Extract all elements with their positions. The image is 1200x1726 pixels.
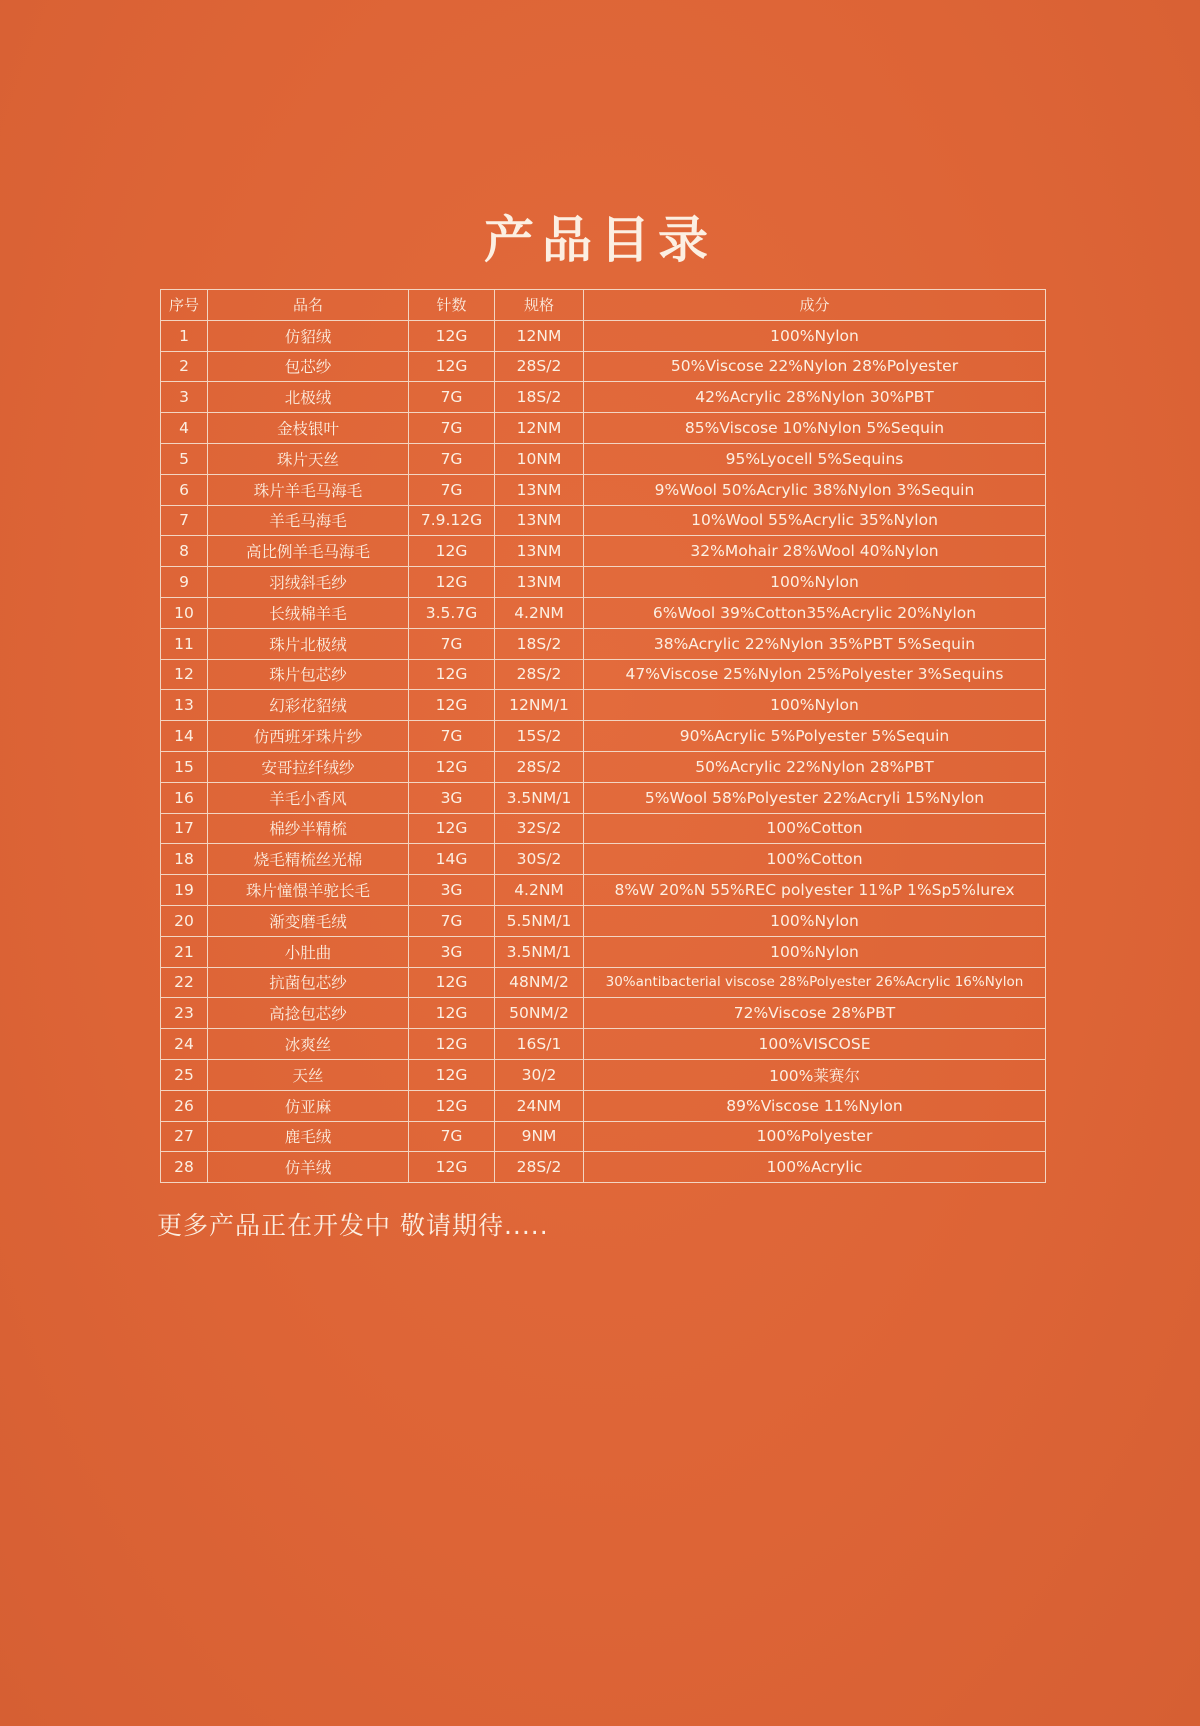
product-name-cell: 珠片北极绒 — [208, 628, 409, 659]
specification-cell: 30S/2 — [495, 844, 584, 875]
serial-no-cell: 21 — [161, 936, 208, 967]
gauge-cell: 12G — [409, 967, 495, 998]
gauge-cell: 12G — [409, 1029, 495, 1060]
gauge-cell: 3.5.7G — [409, 597, 495, 628]
composition-cell: 50%Viscose 22%Nylon 28%Polyester — [584, 351, 1046, 382]
gauge-cell: 12G — [409, 1059, 495, 1090]
product-name-cell: 珠片羊毛马海毛 — [208, 474, 409, 505]
table-row — [161, 505, 1046, 536]
gauge-cell: 3G — [409, 875, 495, 906]
table-row — [161, 1121, 1046, 1152]
table-row — [161, 536, 1046, 567]
specification-cell: 28S/2 — [495, 659, 584, 690]
serial-no-cell: 26 — [161, 1090, 208, 1121]
gauge-cell: 3G — [409, 782, 495, 813]
serial-no-cell: 10 — [161, 597, 208, 628]
gauge-cell: 14G — [409, 844, 495, 875]
gauge-cell: 12G — [409, 659, 495, 690]
product-name-cell: 北极绒 — [208, 382, 409, 413]
serial-no-cell: 23 — [161, 998, 208, 1029]
serial-no-cell: 4 — [161, 413, 208, 444]
serial-no-cell: 24 — [161, 1029, 208, 1060]
composition-cell: 32%Mohair 28%Wool 40%Nylon — [584, 536, 1046, 567]
product-name-cell: 抗菌包芯纱 — [208, 967, 409, 998]
composition-cell: 95%Lyocell 5%Sequins — [584, 443, 1046, 474]
table-body — [161, 320, 1046, 1182]
serial-no-cell: 2 — [161, 351, 208, 382]
composition-cell: 100%Nylon — [584, 936, 1046, 967]
product-name-cell: 安哥拉纤绒纱 — [208, 751, 409, 782]
table-row — [161, 1090, 1046, 1121]
composition-cell: 100%莱赛尔 — [584, 1059, 1046, 1090]
serial-no-cell: 8 — [161, 536, 208, 567]
serial-no-cell: 15 — [161, 751, 208, 782]
specification-cell: 9NM — [495, 1121, 584, 1152]
serial-no-cell: 13 — [161, 690, 208, 721]
table-row — [161, 628, 1046, 659]
serial-no-cell: 25 — [161, 1059, 208, 1090]
composition-cell: 100%Cotton — [584, 844, 1046, 875]
table-row — [161, 1059, 1046, 1090]
table-row — [161, 905, 1046, 936]
composition-cell: 100%Nylon — [584, 320, 1046, 351]
header-serial-no: 序号 — [161, 290, 208, 321]
gauge-cell: 7G — [409, 721, 495, 752]
product-name-cell: 高比例羊毛马海毛 — [208, 536, 409, 567]
table-row — [161, 690, 1046, 721]
product-name-cell: 仿亚麻 — [208, 1090, 409, 1121]
specification-cell: 3.5NM/1 — [495, 782, 584, 813]
product-name-cell: 羽绒斜毛纱 — [208, 567, 409, 598]
gauge-cell: 7G — [409, 628, 495, 659]
serial-no-cell: 7 — [161, 505, 208, 536]
composition-cell: 100%Nylon — [584, 690, 1046, 721]
table-row — [161, 474, 1046, 505]
specification-cell: 30/2 — [495, 1059, 584, 1090]
specification-cell: 28S/2 — [495, 751, 584, 782]
gauge-cell: 12G — [409, 813, 495, 844]
specification-cell: 5.5NM/1 — [495, 905, 584, 936]
composition-cell: 10%Wool 55%Acrylic 35%Nylon — [584, 505, 1046, 536]
table-row — [161, 1152, 1046, 1183]
gauge-cell: 7G — [409, 382, 495, 413]
table-row — [161, 443, 1046, 474]
gauge-cell: 3G — [409, 936, 495, 967]
composition-cell: 90%Acrylic 5%Polyester 5%Sequin — [584, 721, 1046, 752]
serial-no-cell: 6 — [161, 474, 208, 505]
table-row — [161, 875, 1046, 906]
table-row — [161, 936, 1046, 967]
specification-cell: 3.5NM/1 — [495, 936, 584, 967]
specification-cell: 13NM — [495, 474, 584, 505]
serial-no-cell: 11 — [161, 628, 208, 659]
product-name-cell: 羊毛马海毛 — [208, 505, 409, 536]
specification-cell: 12NM — [495, 320, 584, 351]
composition-cell: 72%Viscose 28%PBT — [584, 998, 1046, 1029]
product-name-cell: 羊毛小香风 — [208, 782, 409, 813]
specification-cell: 12NM/1 — [495, 690, 584, 721]
product-name-cell: 仿西班牙珠片纱 — [208, 721, 409, 752]
composition-cell: 89%Viscose 11%Nylon — [584, 1090, 1046, 1121]
specification-cell: 10NM — [495, 443, 584, 474]
composition-cell: 100%Cotton — [584, 813, 1046, 844]
gauge-cell: 7G — [409, 474, 495, 505]
header-product-name: 品名 — [208, 290, 409, 321]
product-name-cell: 渐变磨毛绒 — [208, 905, 409, 936]
product-name-cell: 棉纱半精梳 — [208, 813, 409, 844]
product-name-cell: 鹿毛绒 — [208, 1121, 409, 1152]
composition-cell: 47%Viscose 25%Nylon 25%Polyester 3%Sequins — [584, 659, 1046, 690]
specification-cell: 50NM/2 — [495, 998, 584, 1029]
composition-cell: 9%Wool 50%Acrylic 38%Nylon 3%Sequin — [584, 474, 1046, 505]
specification-cell: 13NM — [495, 536, 584, 567]
product-name-cell: 长绒棉羊毛 — [208, 597, 409, 628]
specification-cell: 4.2NM — [495, 875, 584, 906]
table-row — [161, 351, 1046, 382]
serial-no-cell: 1 — [161, 320, 208, 351]
composition-cell: 100%Nylon — [584, 567, 1046, 598]
header-gauge: 针数 — [409, 290, 495, 321]
specification-cell: 24NM — [495, 1090, 584, 1121]
gauge-cell: 7G — [409, 443, 495, 474]
table-row — [161, 751, 1046, 782]
gauge-cell: 12G — [409, 567, 495, 598]
gauge-cell: 12G — [409, 1152, 495, 1183]
composition-cell: 100%Polyester — [584, 1121, 1046, 1152]
specification-cell: 18S/2 — [495, 382, 584, 413]
product-name-cell: 包芯纱 — [208, 351, 409, 382]
composition-cell: 100%VISCOSE — [584, 1029, 1046, 1060]
composition-cell: 6%Wool 39%Cotton35%Acrylic 20%Nylon — [584, 597, 1046, 628]
serial-no-cell: 17 — [161, 813, 208, 844]
serial-no-cell: 16 — [161, 782, 208, 813]
table-row — [161, 782, 1046, 813]
composition-cell: 38%Acrylic 22%Nylon 35%PBT 5%Sequin — [584, 628, 1046, 659]
product-name-cell: 烧毛精梳丝光棉 — [208, 844, 409, 875]
gauge-cell: 12G — [409, 536, 495, 567]
table-row — [161, 413, 1046, 444]
specification-cell: 4.2NM — [495, 597, 584, 628]
serial-no-cell: 18 — [161, 844, 208, 875]
serial-no-cell: 22 — [161, 967, 208, 998]
gauge-cell: 7.9.12G — [409, 505, 495, 536]
serial-no-cell: 5 — [161, 443, 208, 474]
composition-cell: 42%Acrylic 28%Nylon 30%PBT — [584, 382, 1046, 413]
gauge-cell: 12G — [409, 320, 495, 351]
gauge-cell: 12G — [409, 351, 495, 382]
table-row — [161, 597, 1046, 628]
product-name-cell: 珠片憧憬羊驼长毛 — [208, 875, 409, 906]
product-name-cell: 仿貂绒 — [208, 320, 409, 351]
specification-cell: 12NM — [495, 413, 584, 444]
product-name-cell: 金枝银叶 — [208, 413, 409, 444]
table-row — [161, 567, 1046, 598]
serial-no-cell: 28 — [161, 1152, 208, 1183]
composition-cell: 5%Wool 58%Polyester 22%Acryli 15%Nylon — [584, 782, 1046, 813]
gauge-cell: 12G — [409, 690, 495, 721]
specification-cell: 28S/2 — [495, 1152, 584, 1183]
table-row — [161, 813, 1046, 844]
composition-cell: 85%Viscose 10%Nylon 5%Sequin — [584, 413, 1046, 444]
serial-no-cell: 19 — [161, 875, 208, 906]
table-row — [161, 382, 1046, 413]
product-name-cell: 高捻包芯纱 — [208, 998, 409, 1029]
composition-cell: 30%antibacterial viscose 28%Polyester 26%Acrylic 16%Nylon — [584, 967, 1046, 998]
specification-cell: 15S/2 — [495, 721, 584, 752]
composition-cell: 8%W 20%N 55%REC polyester 11%P 1%Sp5%lurex — [584, 875, 1046, 906]
serial-no-cell: 14 — [161, 721, 208, 752]
gauge-cell: 7G — [409, 905, 495, 936]
table-row — [161, 1029, 1046, 1060]
serial-no-cell: 12 — [161, 659, 208, 690]
gauge-cell: 7G — [409, 1121, 495, 1152]
gauge-cell: 12G — [409, 751, 495, 782]
specification-cell: 48NM/2 — [495, 967, 584, 998]
composition-cell: 100%Nylon — [584, 905, 1046, 936]
page-title: 产品目录 — [484, 210, 716, 269]
gauge-cell: 12G — [409, 998, 495, 1029]
table-header-row — [161, 290, 1046, 321]
composition-cell: 50%Acrylic 22%Nylon 28%PBT — [584, 751, 1046, 782]
specification-cell: 13NM — [495, 567, 584, 598]
table-row — [161, 721, 1046, 752]
specification-cell: 16S/1 — [495, 1029, 584, 1060]
specification-cell: 32S/2 — [495, 813, 584, 844]
table-row — [161, 659, 1046, 690]
product-name-cell: 小肚曲 — [208, 936, 409, 967]
specification-cell: 13NM — [495, 505, 584, 536]
header-composition: 成分 — [584, 290, 1046, 321]
serial-no-cell: 3 — [161, 382, 208, 413]
serial-no-cell: 27 — [161, 1121, 208, 1152]
composition-cell: 100%Acrylic — [584, 1152, 1046, 1183]
product-name-cell: 珠片包芯纱 — [208, 659, 409, 690]
table-row — [161, 967, 1046, 998]
serial-no-cell: 20 — [161, 905, 208, 936]
serial-no-cell: 9 — [161, 567, 208, 598]
table-row — [161, 320, 1046, 351]
product-name-cell: 冰爽丝 — [208, 1029, 409, 1060]
product-name-cell: 幻彩花貂绒 — [208, 690, 409, 721]
product-name-cell: 天丝 — [208, 1059, 409, 1090]
gauge-cell: 7G — [409, 413, 495, 444]
table-row — [161, 998, 1046, 1029]
product-catalog-table — [160, 289, 1046, 1183]
header-specification: 规格 — [495, 290, 584, 321]
gauge-cell: 12G — [409, 1090, 495, 1121]
table-row — [161, 844, 1046, 875]
specification-cell: 28S/2 — [495, 351, 584, 382]
footer-note: 更多产品正在开发中 敬请期待..... — [157, 1211, 549, 1240]
product-name-cell: 珠片天丝 — [208, 443, 409, 474]
specification-cell: 18S/2 — [495, 628, 584, 659]
product-name-cell: 仿羊绒 — [208, 1152, 409, 1183]
